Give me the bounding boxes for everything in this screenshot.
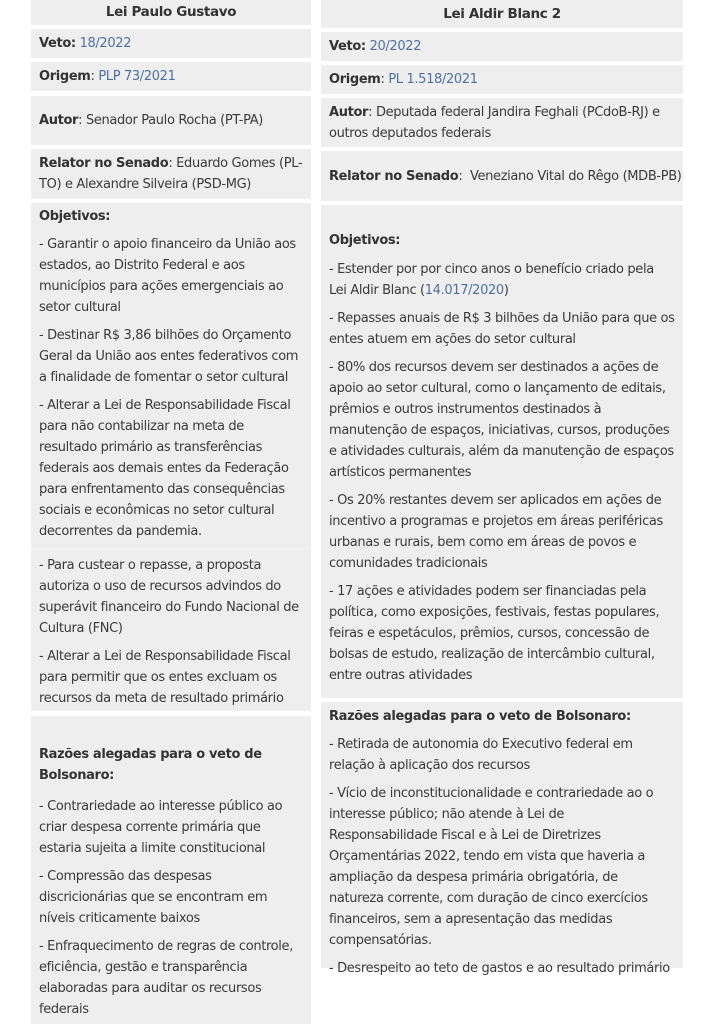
razoes-cell bbox=[31, 716, 311, 1024]
objetivo-item: - Alterar a Lei de Responsabilidade Fiscal para permitir que os entes excluam os recursos da meta de resultado primário bbox=[39, 649, 291, 706]
column-title bbox=[31, 0, 311, 25]
objetivos-heading: Objetivos: bbox=[39, 209, 111, 224]
razao-item: - Compressão das despesas discricionárias que se encontram em níveis criticamente baixos bbox=[39, 869, 268, 926]
razao-item: - Retirada de autonomia do Executivo federal em relação à aplicação dos recursos bbox=[329, 737, 633, 773]
objetivo-text: ) bbox=[503, 283, 509, 298]
objetivo-item: - Repasses anuais de R$ 3 bilhões da União para que os entes atuem em ações do setor cultural bbox=[329, 311, 675, 347]
razao-item: - Vício de inconstitucionalidade e contrariedade ao o interesse público; não atende à Lei de Responsabilidade Fiscal e à Lei de Diretrizes Orçamentárias 2022, tendo em vista que haveria a ampliação da despesa primária obrigatória, de natureza corrente, com duração de cinco exercícios financeiros, sem a apresentação das medidas compensatórias. bbox=[329, 786, 654, 948]
autor-value: Deputada federal Jandira Feghali (PCdoB-RJ) e outros deputados federais bbox=[329, 104, 660, 141]
razao-item: - Enfraquecimento de regras de controle, eficiência, gestão e transparência elaboradas para auditar os recursos federais bbox=[39, 939, 293, 1017]
origem-label: Origem bbox=[39, 69, 91, 84]
objetivo-item: - 80% dos recursos devem ser destinados a ações de apoio ao setor cultural, como o lançamento de editais, prêmios e outros instrumentos destinados à manutenção de espaços, iniciativas, cursos, produções e atividades culturais, além da manutenção de espaços artísticos permanentes bbox=[329, 360, 674, 480]
autor-value: Senador Paulo Rocha (PT-PA) bbox=[85, 113, 263, 128]
separator: : bbox=[458, 168, 470, 184]
origem-link[interactable]: PLP 73/2021 bbox=[98, 69, 176, 84]
separator: : bbox=[168, 156, 177, 171]
separator: : bbox=[380, 72, 389, 87]
column-title bbox=[321, 0, 683, 28]
autor-label: Autor bbox=[329, 104, 369, 120]
objetivos-heading: Objetivos: bbox=[329, 233, 401, 248]
origem-label: Origem bbox=[329, 72, 381, 87]
separator: : bbox=[90, 69, 99, 84]
veto-link[interactable]: 20/2022 bbox=[369, 39, 422, 54]
lei-14017-link[interactable]: 14.017/2020 bbox=[424, 283, 504, 298]
objetivo-item: - Para custear o repasse, a proposta autoriza o uso de recursos advindos do superávit financeiro do Fundo Nacional de Cultura (FNC) bbox=[39, 558, 299, 636]
objetivo-text: - Estender por por cinco anos o benefício criado pela Lei Aldir Blanc ( bbox=[329, 262, 654, 298]
objetivo-item: - Destinar R$ 3,86 bilhões do Orçamento Geral da União aos entes federativos com a finalidade de fomentar o setor cultural bbox=[39, 328, 299, 385]
veto-link[interactable]: 18/2022 bbox=[79, 36, 132, 51]
objetivos-cell bbox=[321, 205, 683, 698]
column-title-text: Lei Paulo Gustavo bbox=[105, 4, 237, 20]
razoes-cell bbox=[321, 702, 683, 976]
veto-label: Veto: bbox=[329, 39, 366, 54]
relator-cell bbox=[321, 151, 683, 201]
relator-cell bbox=[31, 149, 311, 199]
razao-item: - Desrespeito ao teto de gastos e ao resultado primário bbox=[329, 961, 670, 976]
relator-value: Eduardo Gomes (PL-TO) e Alexandre Silveira (PSD-MG) bbox=[39, 156, 303, 192]
objetivo-item: - 17 ações e atividades podem ser financiadas pela política, como exposições, festivais, festas populares, feiras e espetáculos, prêmios, cursos, concessão de bolsas de estudo, realização de intercâmbio cultural, entre outras atividades bbox=[329, 584, 660, 683]
origem-cell bbox=[31, 62, 311, 91]
separator: : bbox=[368, 104, 376, 120]
autor-cell bbox=[31, 96, 311, 145]
divider bbox=[31, 548, 311, 549]
veto-label: Veto: bbox=[39, 36, 76, 51]
objetivo-item bbox=[329, 259, 675, 301]
origem-cell bbox=[321, 65, 683, 94]
autor-cell bbox=[321, 98, 683, 147]
relator-label: Relator no Senado bbox=[39, 156, 169, 171]
separator: : bbox=[78, 113, 86, 128]
razoes-heading: Razões alegadas para o veto de Bolsonaro: bbox=[39, 747, 262, 783]
veto-cell bbox=[31, 29, 311, 58]
autor-label: Autor bbox=[39, 113, 79, 128]
relator-label: Relator no Senado bbox=[329, 168, 459, 184]
razao-item: - Contrariedade ao interesse público ao criar despesa corrente primária que estaria sujeita a limite constitucional bbox=[39, 799, 283, 856]
relator-value: Veneziano Vital do Rêgo (MDB-PB) bbox=[469, 168, 682, 184]
objetivo-item: - Os 20% restantes devem ser aplicados em ações de incentivo a programas e projetos em áreas periféricas urbanas e rurais, bem como em áreas de povos e comunidades tradicionais bbox=[329, 493, 663, 571]
objetivo-item: - Alterar a Lei de Responsabilidade Fiscal para não contabilizar na meta de resultado primário as transferências federais aos demais entes da Federação para enfrentamento das consequências sociais e econômicas no setor cultural decorrentes da pandemia. bbox=[39, 398, 291, 539]
objetivo-item: - Garantir o apoio financeiro da União aos estados, ao Distrito Federal e aos municípios para ações emergenciais ao setor cultural bbox=[39, 237, 296, 315]
origem-link[interactable]: PL 1.518/2021 bbox=[388, 72, 478, 87]
razoes-heading: Razões alegadas para o veto de Bolsonaro: bbox=[329, 709, 631, 724]
column-title-text: Lei Aldir Blanc 2 bbox=[443, 5, 561, 22]
veto-cell bbox=[321, 32, 683, 61]
objetivos-cell bbox=[31, 203, 311, 711]
